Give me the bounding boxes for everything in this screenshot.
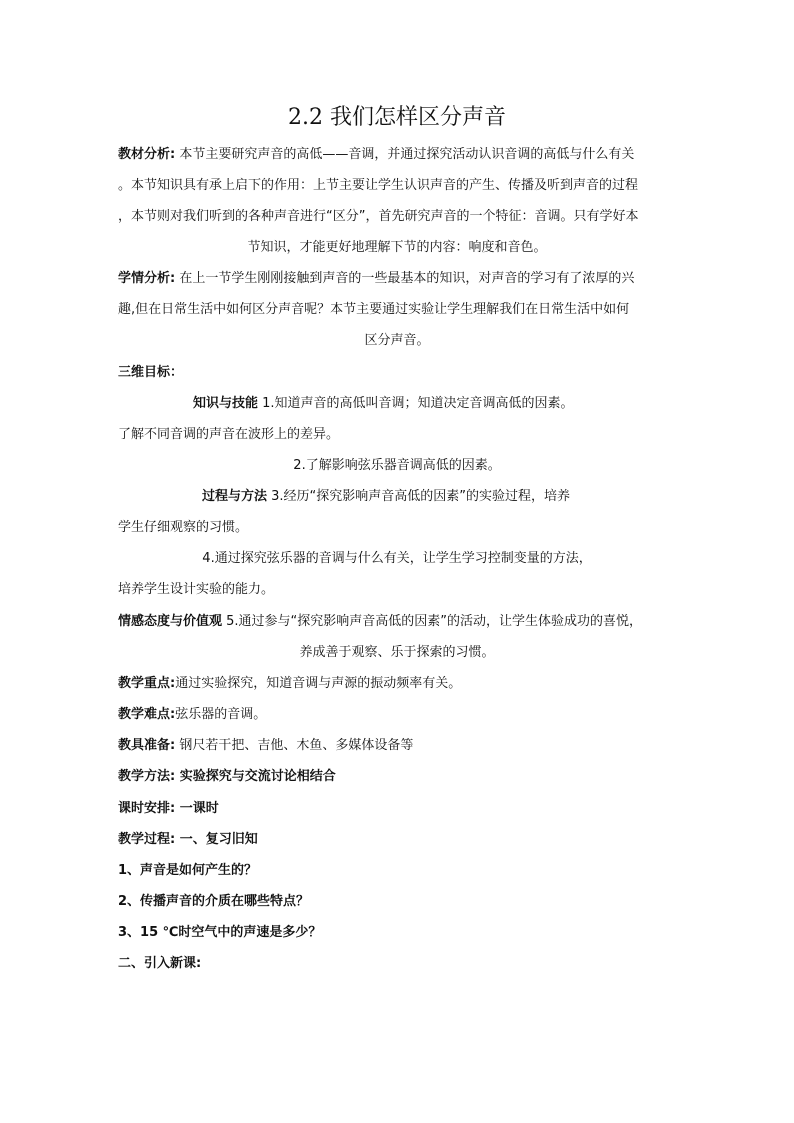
process-goal-text-1: 3.经历“探究影响声音高低的因素”的实验过程，培养 bbox=[271, 489, 571, 504]
emotion-goal-text-1: 5.通过参与“探究影响声音高低的因素”的活动，让学生体验成功的喜悦， bbox=[226, 614, 643, 629]
process-goal-line-3: 4.通过探究弦乐器的音调与什么有关，让学生学习控制变量的方法， bbox=[202, 551, 592, 566]
schedule-label: 课时安排: bbox=[118, 801, 176, 816]
difficulty-label: 教学难点: bbox=[118, 707, 176, 722]
student-analysis-text-1: 在上一节学生刚刚接触到声音的一些最基本的知识，对声音的学习有了浓厚的兴 bbox=[179, 271, 635, 286]
student-analysis-line-3: 区分声音。 bbox=[364, 333, 430, 348]
process-goal-label: 过程与方法 bbox=[202, 489, 268, 504]
process-line bbox=[118, 831, 258, 849]
knowledge-goal-line-3: 2.了解影响弦乐器音调高低的因素。 bbox=[293, 458, 501, 473]
question-1: 1、声音是如何产生的？ bbox=[118, 863, 258, 878]
student-analysis-line-1 bbox=[118, 270, 634, 288]
knowledge-goal-label: 知识与技能 bbox=[193, 396, 259, 411]
textbook-analysis-line-4: 节知识，才能更好地理解下节的内容：响度和音色。 bbox=[247, 240, 547, 255]
knowledge-goal-line-1 bbox=[193, 395, 574, 413]
key-point-line bbox=[118, 675, 461, 693]
student-analysis-line-2: 趣,但在日常生活中如何区分声音呢？本节主要通过实验让学生理解我们在日常生活中如何 bbox=[118, 302, 630, 317]
textbook-analysis-line-2: 。本节知识具有承上启下的作用：上节主要让学生认识声音的产生、传播及听到声音的过程 bbox=[118, 178, 639, 193]
textbook-analysis-label: 教材分析: bbox=[118, 147, 176, 162]
method-text: 实验探究与交流讨论相结合 bbox=[179, 769, 336, 784]
schedule-text: 一课时 bbox=[179, 801, 219, 816]
question-3: 3、15 ℃时空气中的声速是多少？ bbox=[118, 925, 322, 940]
page-title: 2.2 我们怎样区分声音 bbox=[288, 105, 506, 130]
knowledge-goal-line-2: 了解不同音调的声音在波形上的差异。 bbox=[118, 427, 340, 442]
emotion-goal-label: 情感态度与价值观 bbox=[118, 614, 223, 629]
schedule-line bbox=[118, 800, 219, 818]
question-2: 2、传播声音的介质在哪些特点？ bbox=[118, 894, 310, 909]
textbook-analysis-text-1: 本节主要研究声音的高低——音调，并通过探究活动认识音调的高低与什么有关 bbox=[179, 147, 635, 162]
difficulty-text: 弦乐器的音调。 bbox=[175, 707, 267, 722]
process-goal-line-2: 学生仔细观察的习惯。 bbox=[118, 520, 249, 535]
difficulty-line bbox=[118, 706, 266, 724]
key-point-label: 教学重点: bbox=[118, 676, 176, 691]
student-analysis-label: 学情分析: bbox=[118, 271, 176, 286]
process-goal-line-4: 培养学生设计实验的能力。 bbox=[118, 582, 275, 597]
process-text: 一、复习旧知 bbox=[179, 832, 258, 847]
goals-heading: 三维目标： bbox=[118, 365, 184, 380]
tools-text: 钢尺若干把、吉他、木鱼、多媒体设备等 bbox=[179, 738, 414, 753]
tools-label: 教具准备: bbox=[118, 738, 176, 753]
section-2-heading: 二、引入新课: bbox=[118, 956, 202, 971]
tools-line bbox=[118, 737, 413, 755]
process-label: 教学过程: bbox=[118, 832, 176, 847]
method-line bbox=[118, 768, 336, 786]
emotion-goal-line-1 bbox=[118, 613, 642, 631]
textbook-analysis-line-1 bbox=[118, 146, 634, 164]
emotion-goal-line-2: 养成善于观察、乐于探索的习惯。 bbox=[299, 645, 495, 660]
key-point-text: 通过实验探究，知道音调与声源的振动频率有关。 bbox=[175, 676, 462, 691]
knowledge-goal-text-1: 1.知道声音的高低叫音调；知道决定音调高低的因素。 bbox=[262, 396, 574, 411]
method-label: 教学方法: bbox=[118, 769, 176, 784]
textbook-analysis-line-3: ，本节则对我们听到的各种声音进行“区分”，首先研究声音的一个特征：音调。只有学好本 bbox=[118, 209, 639, 224]
process-goal-line-1 bbox=[202, 488, 570, 506]
